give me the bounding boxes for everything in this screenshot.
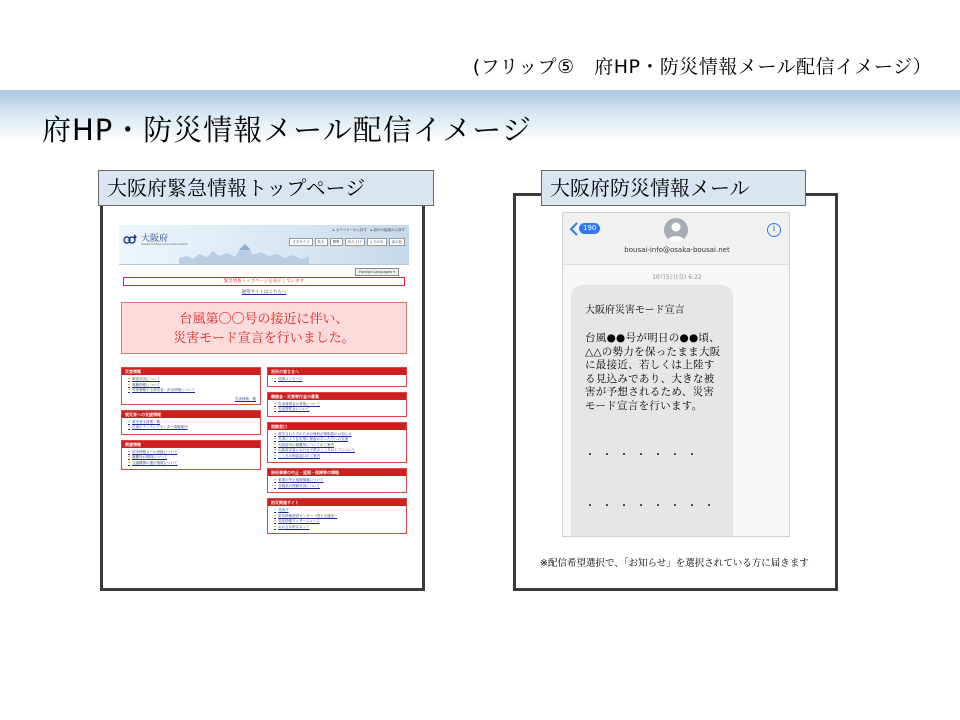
- section-link[interactable]: • 事業の中止延期情報について: [274, 478, 402, 484]
- alert-line: 台風第〇〇号の接近に伴い、: [179, 312, 349, 327]
- tool-read-aloud[interactable]: 読み上げ: [345, 238, 365, 246]
- alert-line: 災害モード宣言を行いました。: [173, 331, 355, 346]
- section-link[interactable]: • 各施設の開館状況について: [274, 484, 402, 490]
- emergency-website: [119, 225, 409, 577]
- section-message: [267, 367, 407, 387]
- disaster-alert-box: [121, 302, 407, 354]
- contact-avatar-icon: [664, 218, 688, 242]
- section-link[interactable]: • 気象庁: [274, 508, 402, 514]
- message-body: 台風●●号が明日の●●頃、△△の勢力を保ったまま大阪に最接近、若しくは上陸する見込みであり、大きな被害が予想されるため、災害モード宣言を行います。: [585, 332, 721, 412]
- section-title: 相談窓口: [268, 423, 406, 430]
- message-date: 10月5日(金) 6:22: [652, 274, 702, 281]
- right-column: [267, 367, 407, 539]
- section-donations: [267, 392, 407, 417]
- osaka-logo[interactable]: [123, 231, 188, 247]
- message-header: [563, 213, 790, 265]
- mail-panel: [513, 193, 838, 591]
- section-title: 被災者への支援情報: [122, 411, 260, 418]
- section-title: 災害情報: [122, 368, 260, 375]
- section-title: 防災関連サイト: [268, 499, 406, 506]
- phone-screen: [562, 212, 790, 537]
- section-link[interactable]: • 災害寄附金について: [274, 407, 402, 413]
- skyline-illustration: [179, 242, 309, 264]
- section-link[interactable]: • おおさか防災ネット: [274, 525, 402, 531]
- tool-normal[interactable]: 標準: [330, 238, 343, 246]
- tool-color[interactable]: 表示色: [389, 238, 406, 246]
- section-link[interactable]: • 気象警報や土砂災害・洪水情報について: [128, 388, 256, 394]
- message-bubble: [571, 285, 733, 537]
- logo-subtitle: Osaka Prefectural Government: [141, 242, 188, 246]
- section-link[interactable]: • 災害により住宅等に被害のあった方への支援: [274, 437, 402, 443]
- section-title: 府民の皆さまへ: [268, 368, 406, 375]
- message-title: 大阪府災害モード宣言: [585, 305, 685, 316]
- section-title: 府民事業の中止・延期・再開等の情報: [268, 469, 406, 476]
- section-link[interactable]: • こころの相談窓口のご案内: [274, 454, 402, 460]
- flip-label: (フリップ⑤ 府HP・防災情報メール配信イメージ）: [472, 56, 932, 78]
- tool-furigana[interactable]: ふりがな: [367, 238, 387, 246]
- mail-panel-tag: 大阪府防災情報メール: [541, 170, 806, 206]
- tool-text-size[interactable]: 文字サイズ: [289, 238, 312, 246]
- section-link[interactable]: • 災害ボランティアセンター情報案内: [128, 425, 256, 431]
- section-link[interactable]: • 防災情報メール登録について: [128, 450, 256, 456]
- section-title: 関連情報: [122, 441, 260, 448]
- section-link[interactable]: • 災害義援金の募集について: [274, 402, 402, 408]
- section-link[interactable]: • 大阪府内の避難所についてのご案内: [274, 443, 402, 449]
- section-link[interactable]: • 交通機関の運行情報について: [128, 461, 256, 467]
- section-link[interactable]: • 被災者支援策一覧: [128, 420, 256, 426]
- section-link[interactable]: • 避難情報について: [128, 383, 256, 389]
- sender-address: bousai-info@osaka-bousai.net: [624, 246, 730, 254]
- message-dots: [585, 413, 723, 537]
- section-related-info: [121, 440, 261, 471]
- section-related-sites: [267, 498, 407, 534]
- section-link[interactable]: • 被災された方のための無料法律相談のお知らせ: [274, 432, 402, 438]
- section-link[interactable]: • 被害状況について: [128, 377, 256, 383]
- section-title: 義援金・災害寄付金の募集: [268, 393, 406, 400]
- website-panel: [100, 198, 425, 591]
- website-panel-tag: 大阪府緊急情報トップページ: [98, 170, 434, 206]
- left-column: [121, 367, 261, 475]
- section-link[interactable]: • 知事メッセージ: [274, 377, 402, 383]
- dot-line: ・・・・・・・・: [585, 501, 721, 512]
- section-consultation: [267, 422, 407, 464]
- delivery-note: ※配信希望選択で、「お知らせ」を選択されている方に届きます: [540, 558, 809, 569]
- section-link[interactable]: • 気象情報ウェザーニュース: [274, 519, 402, 525]
- slide-title: 府HP・防災情報メール配信イメージ: [42, 113, 532, 147]
- section-events: [267, 468, 407, 493]
- language-select[interactable]: Foreign Languages ▾: [355, 268, 399, 276]
- section-disaster-info: [121, 367, 261, 405]
- more-link[interactable]: 災害情報一覧: [235, 396, 256, 401]
- site-header: [119, 225, 409, 265]
- notice-bar: 緊急情報トップページを表示しています: [123, 277, 405, 286]
- chevron-left-icon[interactable]: [569, 222, 579, 236]
- osaka-emblem-icon: [123, 231, 139, 245]
- section-link[interactable]: • 防災情報提供センター（国土交通省）: [274, 514, 402, 520]
- info-icon[interactable]: i: [767, 223, 781, 237]
- header-links[interactable]: ▸ カテゴリーから探す ▸ 府庁の組織から探す: [332, 228, 405, 232]
- section-link[interactable]: • 避難所の開設について: [128, 455, 256, 461]
- unread-count-badge[interactable]: 190: [579, 223, 600, 234]
- normal-site-link[interactable]: 通常サイトはこちらへ: [241, 290, 287, 295]
- logo-name: 大阪府: [141, 234, 169, 244]
- dot-line: ・・・・・・・: [585, 450, 704, 461]
- tool-zoom[interactable]: 拡大: [315, 238, 328, 246]
- section-link[interactable]: • 大阪府災害における子供のこころのケアについて: [274, 448, 402, 454]
- section-victim-support: [121, 410, 261, 435]
